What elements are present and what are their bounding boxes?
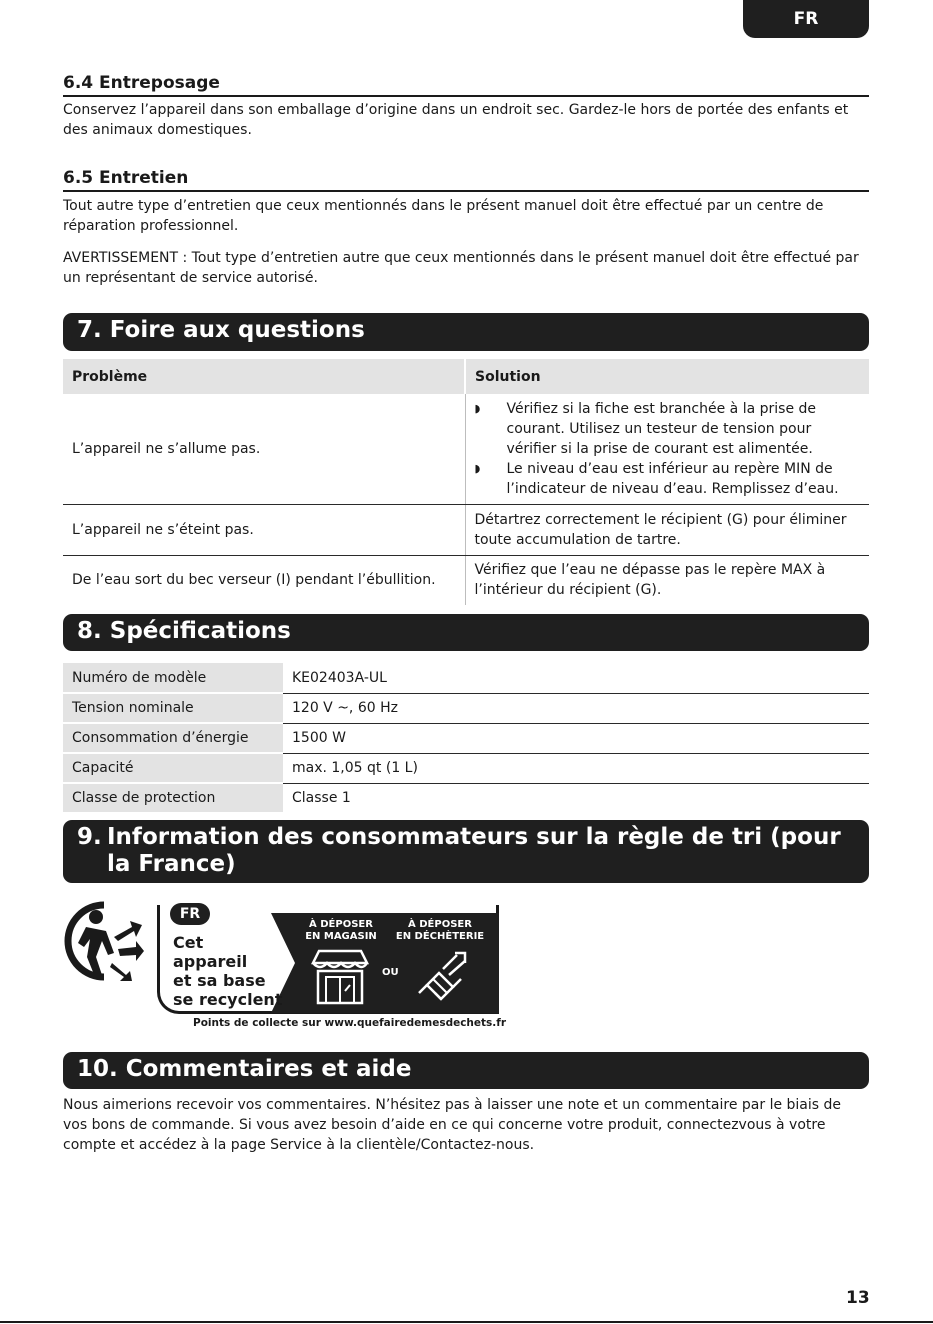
feedback-text: Nous aimerions recevoir vos commentaires. N’hésitez pas à laisser une note et un commentaire par le biais de vos bons de commande. Si vous avez besoin d’aide en ce qui concerne votre produit, connectezvous à votre compte et accédez à la page Service à la clientèle/Contactez-nous.	[63, 1097, 842, 1153]
deposit-line: EN MAGASIN	[305, 931, 377, 942]
sorting-heading-number: 9.	[77, 824, 102, 850]
page-number: 13	[846, 1288, 870, 1308]
table-row	[63, 504, 869, 555]
deposit-line: À DÉPOSER	[408, 919, 472, 930]
storage-heading: 6.4 Entreposage	[63, 72, 869, 97]
faq-col-problem: Problème	[63, 359, 465, 394]
table-row	[63, 394, 869, 504]
spec-value: max. 1,05 qt (1 L)	[283, 753, 869, 783]
list-item	[475, 399, 861, 459]
fr-badge: FR	[170, 903, 210, 925]
store-icon	[309, 947, 371, 1005]
deposit-line: EN DÉCHÈTERIE	[395, 931, 485, 942]
deposit-dump-label	[392, 919, 488, 943]
specs-heading: 8. Spécifications	[63, 614, 869, 651]
faq-heading: 7. Foire aux questions	[63, 313, 869, 351]
spec-key: Capacité	[63, 753, 283, 783]
storage-text: Conservez l’appareil dans son emballage d’origine dans un endroit sec. Gardez-le hors de portée des enfants et des animaux domestiques.	[63, 102, 849, 138]
faq-solution	[465, 394, 869, 504]
spec-key: Classe de protection	[63, 783, 283, 813]
sorting-heading	[63, 820, 869, 883]
triman-logo-icon	[62, 901, 146, 981]
spec-key: Numéro de modèle	[63, 663, 283, 693]
bottom-rule	[0, 1321, 933, 1323]
table-row	[63, 723, 869, 753]
language-tab: FR	[743, 0, 869, 38]
sorting-heading-text: Information des consommateurs sur la règle de tri (pour la France)	[107, 824, 841, 877]
table-row	[63, 753, 869, 783]
spec-value: KE02403A-UL	[283, 663, 869, 693]
list-item	[475, 459, 861, 499]
faq-solution: Détartrez correctement le récipient (G) pour éliminer toute accumulation de tartre.	[465, 504, 869, 555]
bullet-icon: ◗	[474, 461, 481, 475]
recycle-line: se recyclent	[173, 990, 283, 1009]
faq-col-solution: Solution	[465, 359, 869, 394]
deposit-store-label	[300, 919, 382, 943]
feedback-heading: 10. Commentaires et aide	[63, 1052, 869, 1089]
recycle-line: et sa base	[173, 971, 266, 990]
bullet-text: Vérifiez si la fiche est branchée à la prise de courant. Utilisez un testeur de tension pour vérifier si la prise de courant est alimentée.	[506, 400, 817, 457]
faq-problem: L’appareil ne s’éteint pas.	[63, 504, 465, 555]
bullet-icon: ◗	[474, 401, 481, 415]
faq-problem: De l’eau sort du bec verseur (I) pendant l’ébullition.	[63, 555, 465, 605]
faq-table	[63, 359, 869, 605]
spec-value: 1500 W	[283, 723, 869, 753]
maintenance-text: Tout autre type d’entretien que ceux mentionnés dans le présent manuel doit être effectué par un centre de réparation professionnel.	[63, 198, 824, 234]
or-label: OU	[382, 967, 399, 978]
maintenance-heading: 6.5 Entretien	[63, 167, 869, 192]
table-row	[63, 663, 869, 693]
deposit-line: À DÉPOSER	[309, 919, 373, 930]
faq-solution: Vérifiez que l’eau ne dépasse pas le repère MAX à l’intérieur du récipient (G).	[474, 562, 826, 599]
spec-value: Classe 1	[292, 790, 351, 807]
specs-table	[63, 663, 869, 814]
recycle-line: Cet appareil	[173, 933, 248, 971]
table-row	[63, 783, 869, 813]
table-row	[63, 693, 869, 723]
spec-key: Consommation d’énergie	[63, 723, 283, 753]
recycling-center-icon	[413, 949, 469, 1003]
table-row	[63, 555, 869, 605]
recycle-statement	[173, 933, 283, 1009]
spec-key: Tension nominale	[63, 693, 283, 723]
maintenance-warning: AVERTISSEMENT : Tout type d’entretien autre que ceux mentionnés dans le présent manuel doit être effectué par un représentant de service autorisé.	[63, 250, 859, 286]
collection-points-text: Points de collecte sur www.quefairedemesdechets.fr	[193, 1017, 507, 1029]
spec-value: 120 V ~, 60 Hz	[283, 693, 869, 723]
bullet-text: Le niveau d’eau est inférieur au repère MIN de l’indicateur de niveau d’eau. Remplissez d’eau.	[506, 460, 839, 497]
faq-problem: L’appareil ne s’allume pas.	[63, 394, 465, 504]
